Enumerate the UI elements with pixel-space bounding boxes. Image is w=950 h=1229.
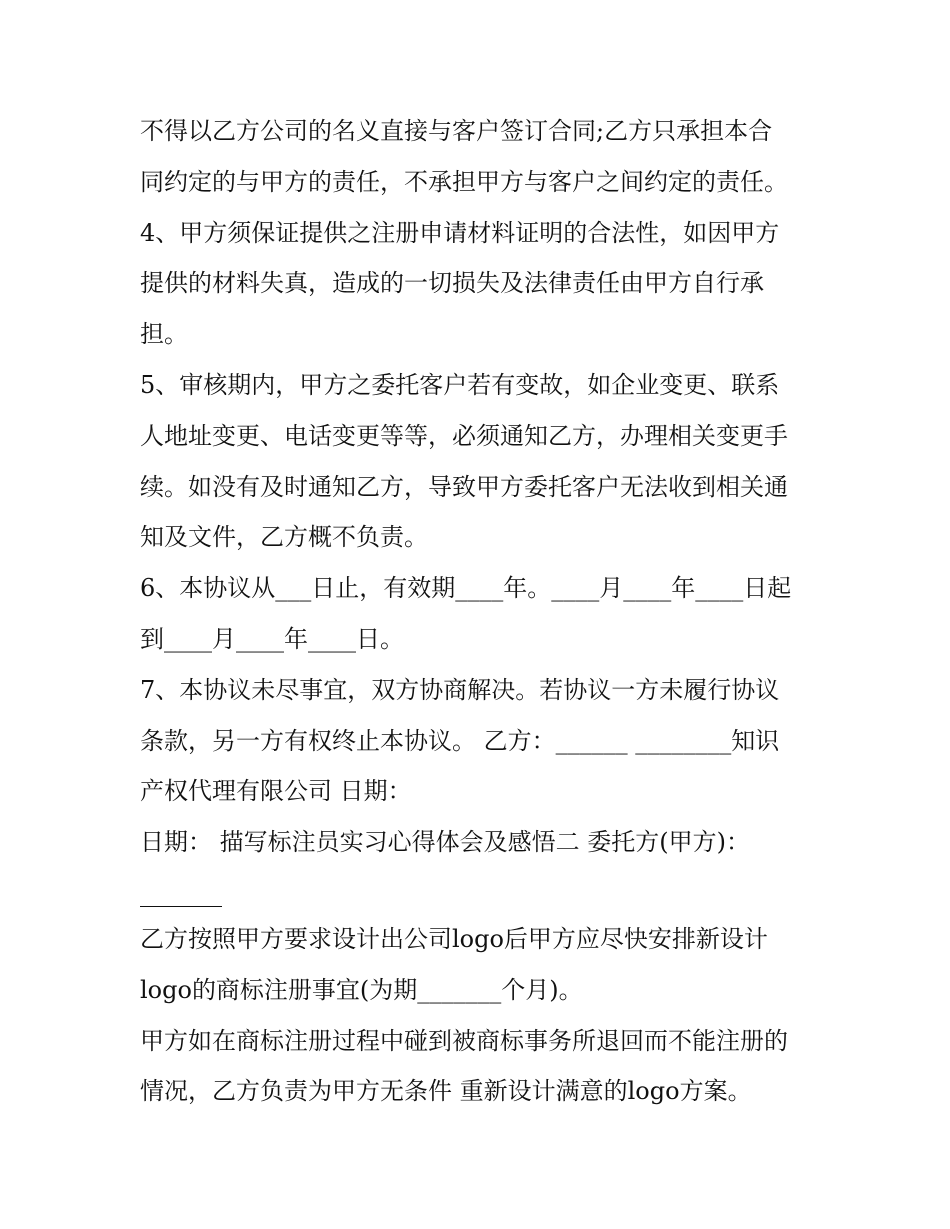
text-line: 提供的材料失真，造成的一切损失及法律责任由甲方自行承 <box>140 269 764 298</box>
text-line: 担。 <box>140 320 188 349</box>
text-line: 续。如没有及时通知乙方，导致甲方委托客户无法收到相关通 <box>140 472 788 501</box>
text-line: 同约定的与甲方的责任，不承担甲方与客户之间约定的责任。 <box>140 167 788 196</box>
document-body <box>140 106 830 1117</box>
text-line: 情况，乙方负责为甲方无条件 重新设计满意的logo方案。 <box>140 1077 752 1106</box>
text-line: 乙方按照甲方要求设计出公司logo后甲方应尽快安排新设计 <box>140 924 768 953</box>
text-line: 到____月____年____日。 <box>140 624 404 653</box>
text-line: 不得以乙方公司的名义直接与客户签订合同;乙方只承担本合 <box>140 117 773 145</box>
text-line: 6、本协议从___日止，有效期____年。____月____年____日起 <box>140 574 792 603</box>
text-line: logo的商标注册事宜(为期_______个月)。 <box>140 975 583 1004</box>
text-line: 4、甲方须保证提供之注册申请材料证明的合法性，如因甲方 <box>140 218 780 247</box>
text-line: 产权代理有限公司 日期： <box>140 777 412 806</box>
text-line: 7、本协议未尽事宜，双方协商解决。若协议一方未履行协议 <box>140 675 780 704</box>
text-line: 知及文件，乙方概不负责。 <box>140 523 428 552</box>
text-line: 人地址变更、电话变更等等，必须通知乙方，办理相关变更手 <box>140 421 788 450</box>
text-line: 5、审核期内，甲方之委托客户若有变故，如企业变更、联系 <box>140 370 780 399</box>
text-line: 日期： 描写标注员实习心得体会及感悟二 委托方(甲方)： <box>140 828 750 857</box>
text-line: 甲方如在商标注册过程中碰到被商标事务所退回而不能注册的 <box>140 1026 788 1055</box>
signature-blank-line <box>140 868 830 914</box>
text-line: 条款，另一方有权终止本协议。 乙方：______ ________知识 <box>140 726 780 755</box>
signature-underline <box>140 882 222 907</box>
